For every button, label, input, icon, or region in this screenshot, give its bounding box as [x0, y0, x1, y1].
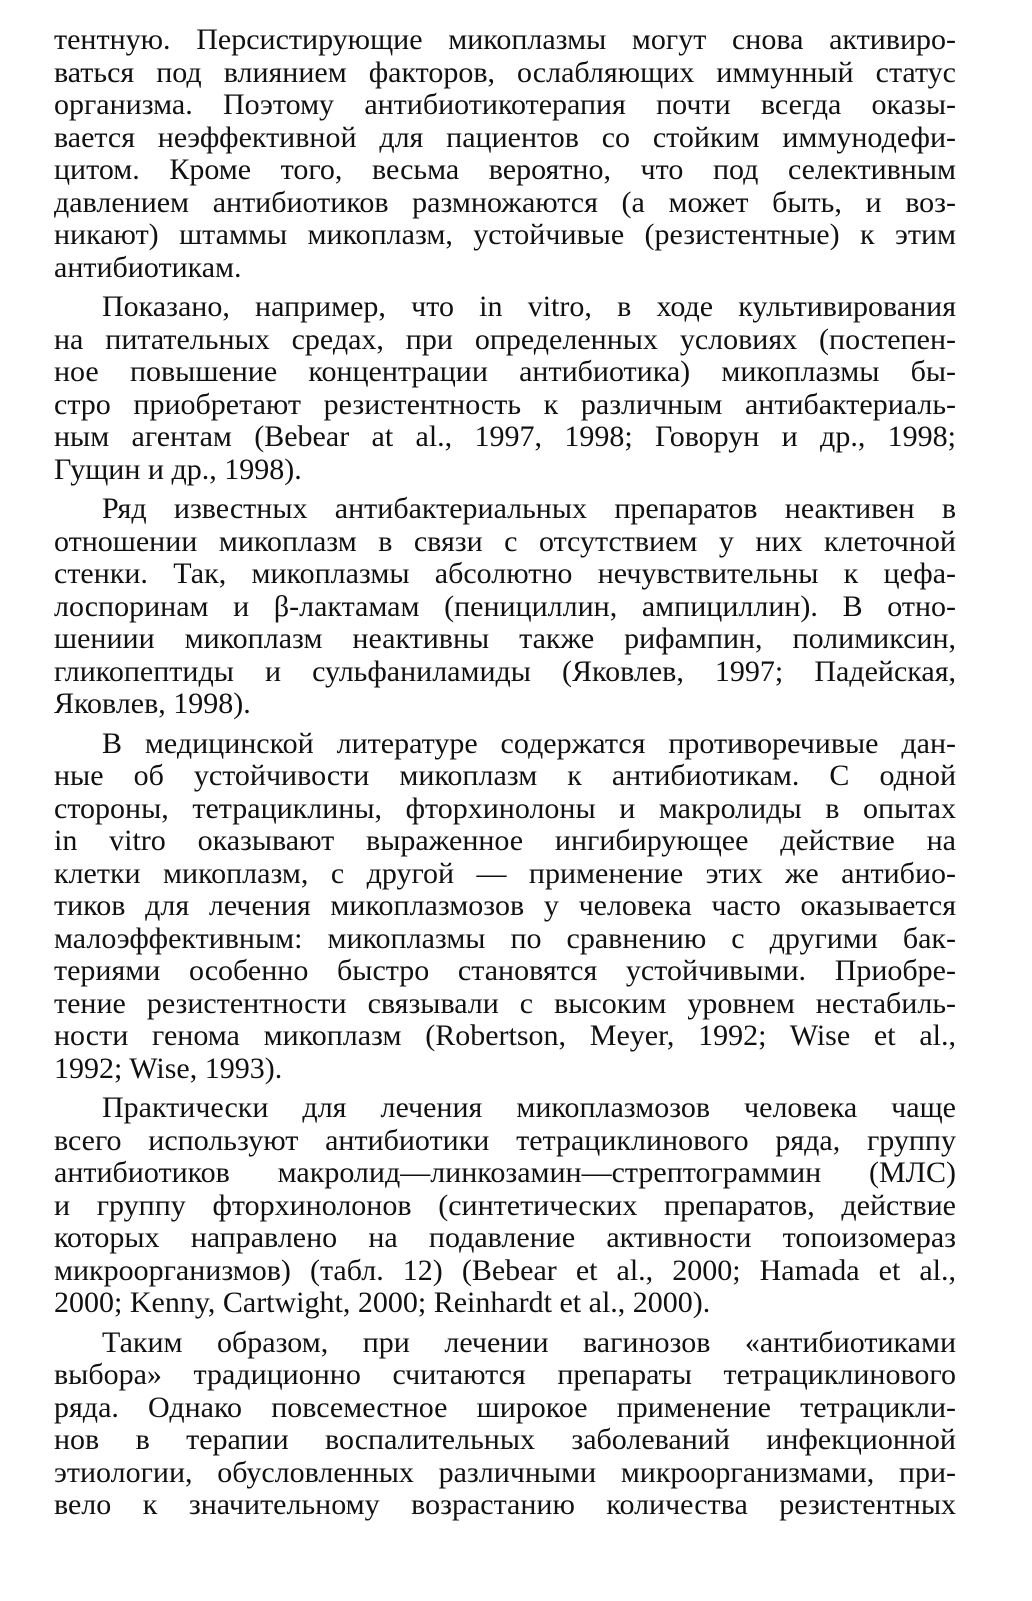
text-line: клетки микоплазм, с другой — применение этих же антибио-: [54, 856, 956, 890]
paragraph-6: [54, 1327, 956, 1522]
text-line: шениии микоплазм неактивны также рифампин, полимиксин,: [54, 622, 956, 655]
text-line: Гущин и др., 1998).: [54, 452, 302, 486]
text-line: Ряд известных антибактериальных препаратов неактивен в: [102, 492, 956, 525]
paragraph-1: [54, 24, 956, 284]
text-line: 2000; Kenny, Cartwight, 2000; Reinhardt et al., 2000).: [54, 1286, 711, 1319]
text-line: стенки. Так, микоплазмы абсолютно нечувствительны к цефа-: [54, 557, 956, 590]
text-line: антибиотиков макролид—линкозамин—стрептограммин (МЛС): [54, 1156, 956, 1189]
text-line: ное повышение концентрации антибиотика) микоплазмы бы-: [54, 355, 956, 388]
text-line: вело к значительному возрастанию количества резистентных: [54, 1488, 956, 1521]
text-line: ным агентам (Bebear at al., 1997, 1998; Говорун и др., 1998;: [54, 420, 956, 453]
text-line: ваться под влиянием факторов, ослабляющих иммунный статус: [54, 55, 956, 89]
text-line: этиологии, обусловленных различными микроорганизмами, при-: [54, 1455, 956, 1489]
text-line: лоспоринам и β-лактамам (пенициллин, ампициллин). В отно-: [54, 589, 956, 623]
text-line: организма. Поэтому антибиотикотерапия почти всегда оказы-: [54, 88, 956, 121]
text-line: ности генома микоплазм (Robertson, Meyer, 1992; Wise et al.,: [54, 1019, 956, 1052]
text-line: и группу фторхинолонов (синтетических препаратов, действие: [54, 1188, 956, 1222]
text-line: отношении микоплазм в связи с отсутствием у них клеточной: [54, 524, 956, 558]
text-line: Таким образом, при лечении вагинозов «антибиотиками: [102, 1325, 956, 1359]
text-line: стро приобретают резистентность к различным антибактериаль-: [54, 387, 956, 421]
text-line: Яковлев, 1998).: [54, 687, 251, 720]
paragraph-2: [54, 291, 956, 486]
text-line: микроорганизмов) (табл. 12) (Bebear et al., 2000; Hamada et al.,: [54, 1253, 956, 1287]
text-line: на питательных средах, при определенных условиях (постепен-: [54, 322, 956, 356]
text-line: тение резистентности связывали с высоким уровнем нестабиль-: [54, 986, 956, 1020]
text-line: стороны, тетрациклины, фторхинолоны и макролиды в опытах: [54, 791, 956, 825]
text-line: давлением антибиотиков размножаются (а может быть, и воз-: [54, 185, 956, 219]
paragraph-4: [54, 728, 956, 1086]
text-line: цитом. Кроме того, весьма вероятно, что под селективным: [54, 153, 956, 186]
document-page: [54, 24, 956, 1529]
text-line: антибиотикам.: [54, 250, 242, 284]
text-line: ряда. Однако повсеместное широкое применение тетрацикли-: [54, 1390, 956, 1424]
text-line: 1992; Wise, 1993).: [54, 1051, 283, 1085]
text-line: вается неэффективной для пациентов со стойким иммунодефи-: [54, 120, 956, 154]
text-line: териями особенно быстро становятся устойчивыми. Приобре-: [54, 954, 956, 987]
text-line: тентную. Персистирующие микоплазмы могут снова активиро-: [54, 23, 956, 56]
text-line: которых направлено на подавление активности топоизомераз: [54, 1221, 956, 1254]
paragraph-5: [54, 1092, 956, 1320]
text-line: всего используют антибиотики тетрациклинового ряда, группу: [54, 1123, 956, 1157]
text-line: ные об устойчивости микоплазм к антибиотикам. С одной: [54, 759, 956, 792]
text-line: гликопептиды и сульфаниламиды (Яковлев, 1997; Падейская,: [54, 654, 956, 688]
text-line: В медицинской литературе содержатся противоречивые дан-: [102, 726, 956, 760]
text-line: малоэффективным: микоплазмы по сравнению с другими бак-: [54, 921, 956, 955]
text-line: выбора» традиционно считаются препараты тетрациклинового: [54, 1358, 956, 1391]
text-line: нов в терапии воспалительных заболеваний инфекционной: [54, 1423, 956, 1456]
text-line: in vitro оказывают выраженное ингибирующее действие на: [54, 824, 956, 857]
paragraph-3: [54, 493, 956, 721]
text-line: Показано, например, что in vitro, в ходе культивирования: [102, 290, 956, 323]
text-line: тиков для лечения микоплазмозов у человека часто оказывается: [54, 889, 956, 922]
text-line: Практически для лечения микоплазмозов человека чаще: [102, 1091, 956, 1124]
text-line: никают) штаммы микоплазм, устойчивые (резистентные) к этим: [54, 218, 956, 251]
